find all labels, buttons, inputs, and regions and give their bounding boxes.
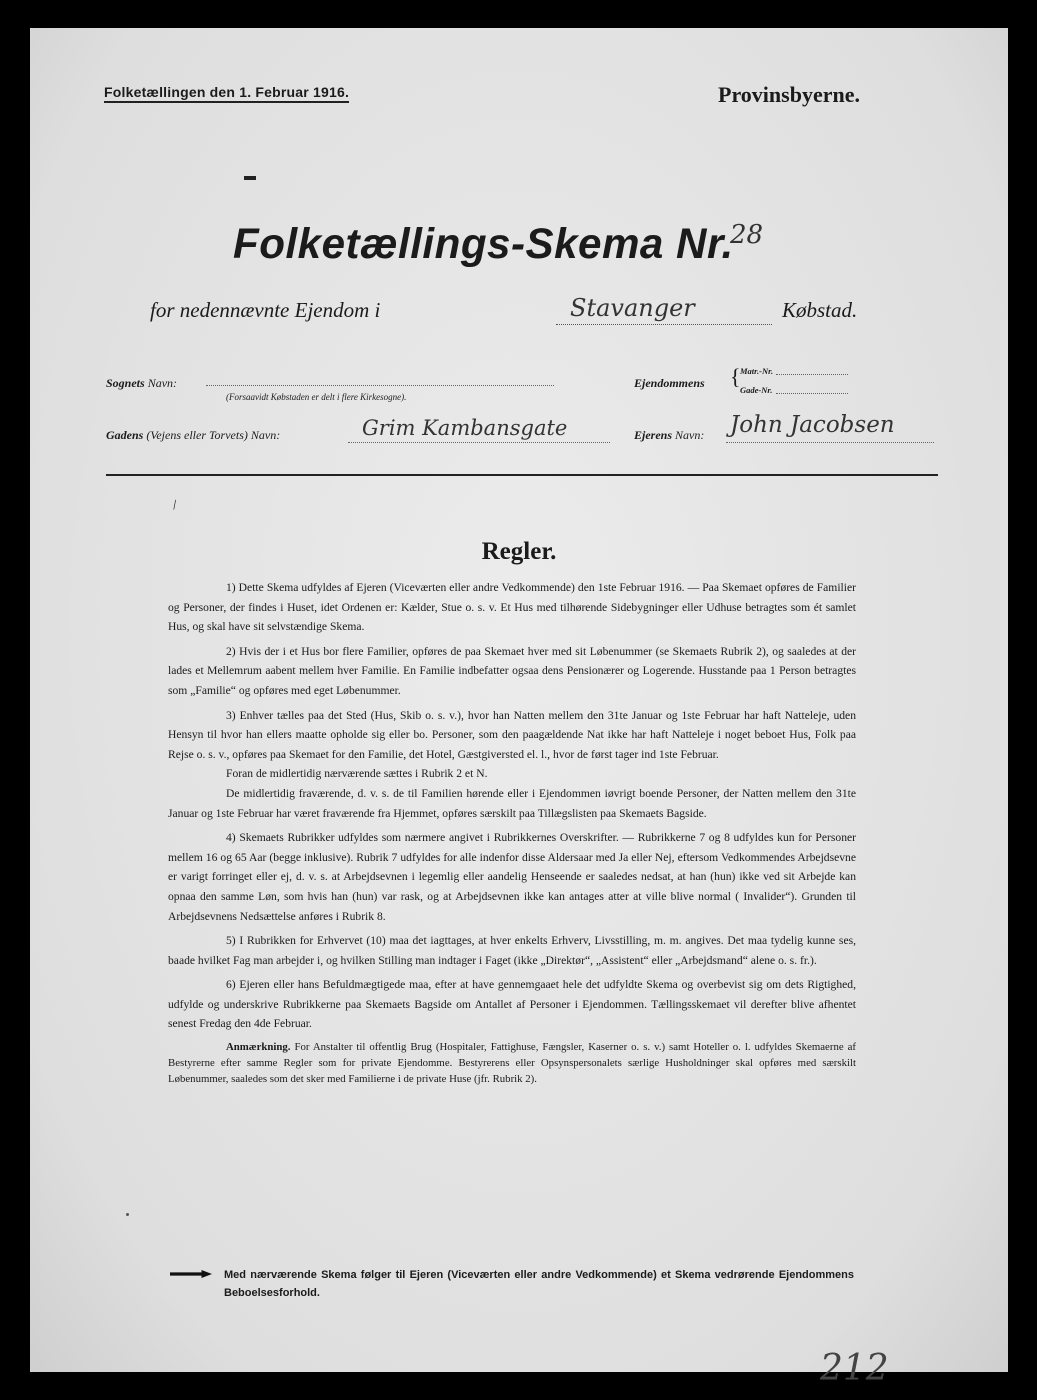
brace-mark: { — [730, 364, 741, 389]
owner-label-bold: Ejerens — [634, 428, 673, 442]
street-fill-line — [348, 442, 610, 443]
matr-nr-fill-line — [776, 374, 848, 375]
gade-nr-label: Gade-Nr. — [740, 385, 773, 395]
folio-number: 212 — [820, 1348, 889, 1389]
footer-note: Med nærværende Skema følger til Ejeren (Viceværten eller andre Vedkommende) et Skema vedrørende Ejendommens Beboelsesforhold. — [224, 1269, 854, 1299]
town-fill-line — [556, 324, 772, 325]
parish-label-rest: Navn: — [147, 376, 178, 390]
rule-paragraph: 2) Hvis der i et Hus bor flere Familier, opføres de paa Skemaet hver med sit Løbenummer (se Skemaets Rubrik 2), og saaledes at der lades et Mellemrum aabent mellem hver Familie. En Familie indbefatter ogsaa dens Pensionærer og Logerende. Husstande paa 1 Person betragtes som „Familie“ og opføres med eget Løbenummer. — [168, 644, 856, 697]
owner-label — [634, 428, 704, 443]
street-value: Grim Kambansgate — [362, 416, 568, 440]
owner-value: John Jacobsen — [730, 412, 895, 438]
street-label — [106, 428, 280, 443]
header-divider — [106, 474, 938, 476]
rule-paragraph: 6) Ejeren eller hans Befuldmægtigede maa, efter at have gennemgaaet hele det udfyldte Skema og overbevist sig om dets Rigtighed, udfylde og underskrive Rubrikkerne paa Skemaets Bagside om Antallet af Personer i Ejendommen. Tællingsskemaet vil derefter blive afhentet senest Fredag den 4de Februar. — [168, 978, 856, 1031]
tick-mark: \ — [168, 498, 180, 514]
parish-label — [106, 376, 177, 391]
rules-heading: Regler. — [481, 538, 557, 565]
rule-paragraph: 1) Dette Skema udfyldes af Ejeren (Viceværten eller andre Vedkommende) den 1ste Februar 1916. — Paa Skemaet opføres de Familier og Personer, der findes i Huset, idet Ordenen er: Kælder, Stue o. s. v. Et Hus med tilhørende Sidebygninger eller Udhuse betragtes som ét samlet Hus, og skal have sit selvstændige Skema. — [168, 581, 856, 634]
form-title: Folketællings-Skema Nr. — [233, 220, 734, 268]
owner-label-rest: Navn: — [675, 428, 705, 442]
matr-nr-label: Matr.-Nr. — [740, 366, 774, 376]
census-title: Folketællingen den 1. Februar 1916. — [104, 84, 349, 103]
street-label-bold: Gadens — [106, 428, 144, 442]
parish-label-bold: Sognets — [106, 376, 145, 390]
note-label: Anmærkning. — [226, 1041, 291, 1054]
rule-paragraph: 4) Skemaets Rubrikker udfyldes som nærmere angivet i Rubrikkernes Overskrifter. — Rubrikkerne 7 og 8 udfyldes kun for Personer mellem 16 og 65 Aar (begge inklusive). Rubrik 7 udfyldes for alle indenfor disse Aldersaar med Ja eller Nej, eftersom Vedkommendes Arbejdsevne er varigt forringet eller ej, d. v. s. at Arbejdsevnen i legemlig eller aandelig Henseende er saaledes nedsat, at han (hun) ikke ved sit Arbejde kan opnaa den samme Løn, som hvis han (hun) var rask, og at Arbejdsevnen ikke kan antages atter at ville blive normal ( Invalider“). Grunden til Arbejdsevnens Nedsættelse anføres i Rubrik 8. — [168, 831, 856, 923]
rule-paragraph: 5) I Rubrikken for Erhvervet (10) maa det iagttages, at hver enkelts Erhverv, Livsstilling, m. m. angives. Det maa tydelig kunne ses, baade hvilket Fag man arbejder i, og hvilken Stilling man indtager i Faget (ikke „Direktør“, „Assistent“ eller „Arbejdsmand“ alene o. s. fr.). — [168, 934, 856, 967]
property-label: Ejendommens — [634, 376, 705, 390]
rule-paragraph: De midlertidig fraværende, d. v. s. de til Familien hørende eller i Ejendommen iøvrigt boende Personer, der Natten mellem den 31te Januar og 1ste Februar har været fraværende fra Hjemmet, opføres særskilt paa Tillægslisten paa Skemaets Bagside. — [168, 786, 856, 820]
town-value: Stavanger — [570, 294, 695, 322]
note-text: For Anstalter til offentlig Brug (Hospitaler, Fattighuse, Fængsler, Kaserner o. s. v.) samt Hoteller o. l. udfyldes Skemaerne af Bestyrerne efter samme Regler som for private Ejendomme. Bestyrerens eller Opsynspersonalets særlige Husholdninger skal opføres med særskilt Løbenummer, saaledes som det sker med Familierne i de private Huse (jfr. Rubrik 2). — [168, 1041, 857, 1086]
rule-paragraph: 3) Enhver tælles paa det Sted (Hus, Skib o. s. v.), hvor han Natten mellem den 31te Januar og 1ste Februar har haft Natteleje, uden Hensyn til hvor han ellers maatte opholde sig eller bo. Personer, som den paagældende Nat ikke har haft Natteleje i noget beboet Hus, Folk paa Rejse o. s. v., opføres paa Skemaet for den Familie, det Hotel, Gæstgiversted el. l., hvor de først tager ind 1ste Februar. — [168, 708, 856, 761]
pointing-hand-icon — [170, 1270, 212, 1278]
rule-note — [168, 1039, 856, 1087]
town-suffix: Købstad. — [782, 298, 858, 322]
form-number: 28 — [730, 220, 764, 250]
owner-fill-line — [726, 442, 934, 443]
rule-paragraph: Foran de midlertidig nærværende sættes i Rubrik 2 et N. — [226, 767, 488, 781]
parish-fill-line — [206, 385, 554, 386]
dash-mark — [244, 176, 256, 180]
region-label: Provinsbyerne. — [718, 82, 860, 107]
gade-nr-fill-line — [776, 393, 848, 394]
stray-dot — [126, 1213, 129, 1216]
parish-note: (Forsaavidt Købstaden er delt i flere Kirkesogne). — [226, 392, 407, 402]
street-label-rest: (Vejens eller Torvets) Navn: — [146, 428, 281, 442]
for-property-label: for nedennævnte Ejendom i — [150, 298, 381, 322]
margin-mark — [48, 86, 60, 110]
census-form-page — [30, 28, 1008, 1389]
rules-body — [168, 578, 856, 1092]
